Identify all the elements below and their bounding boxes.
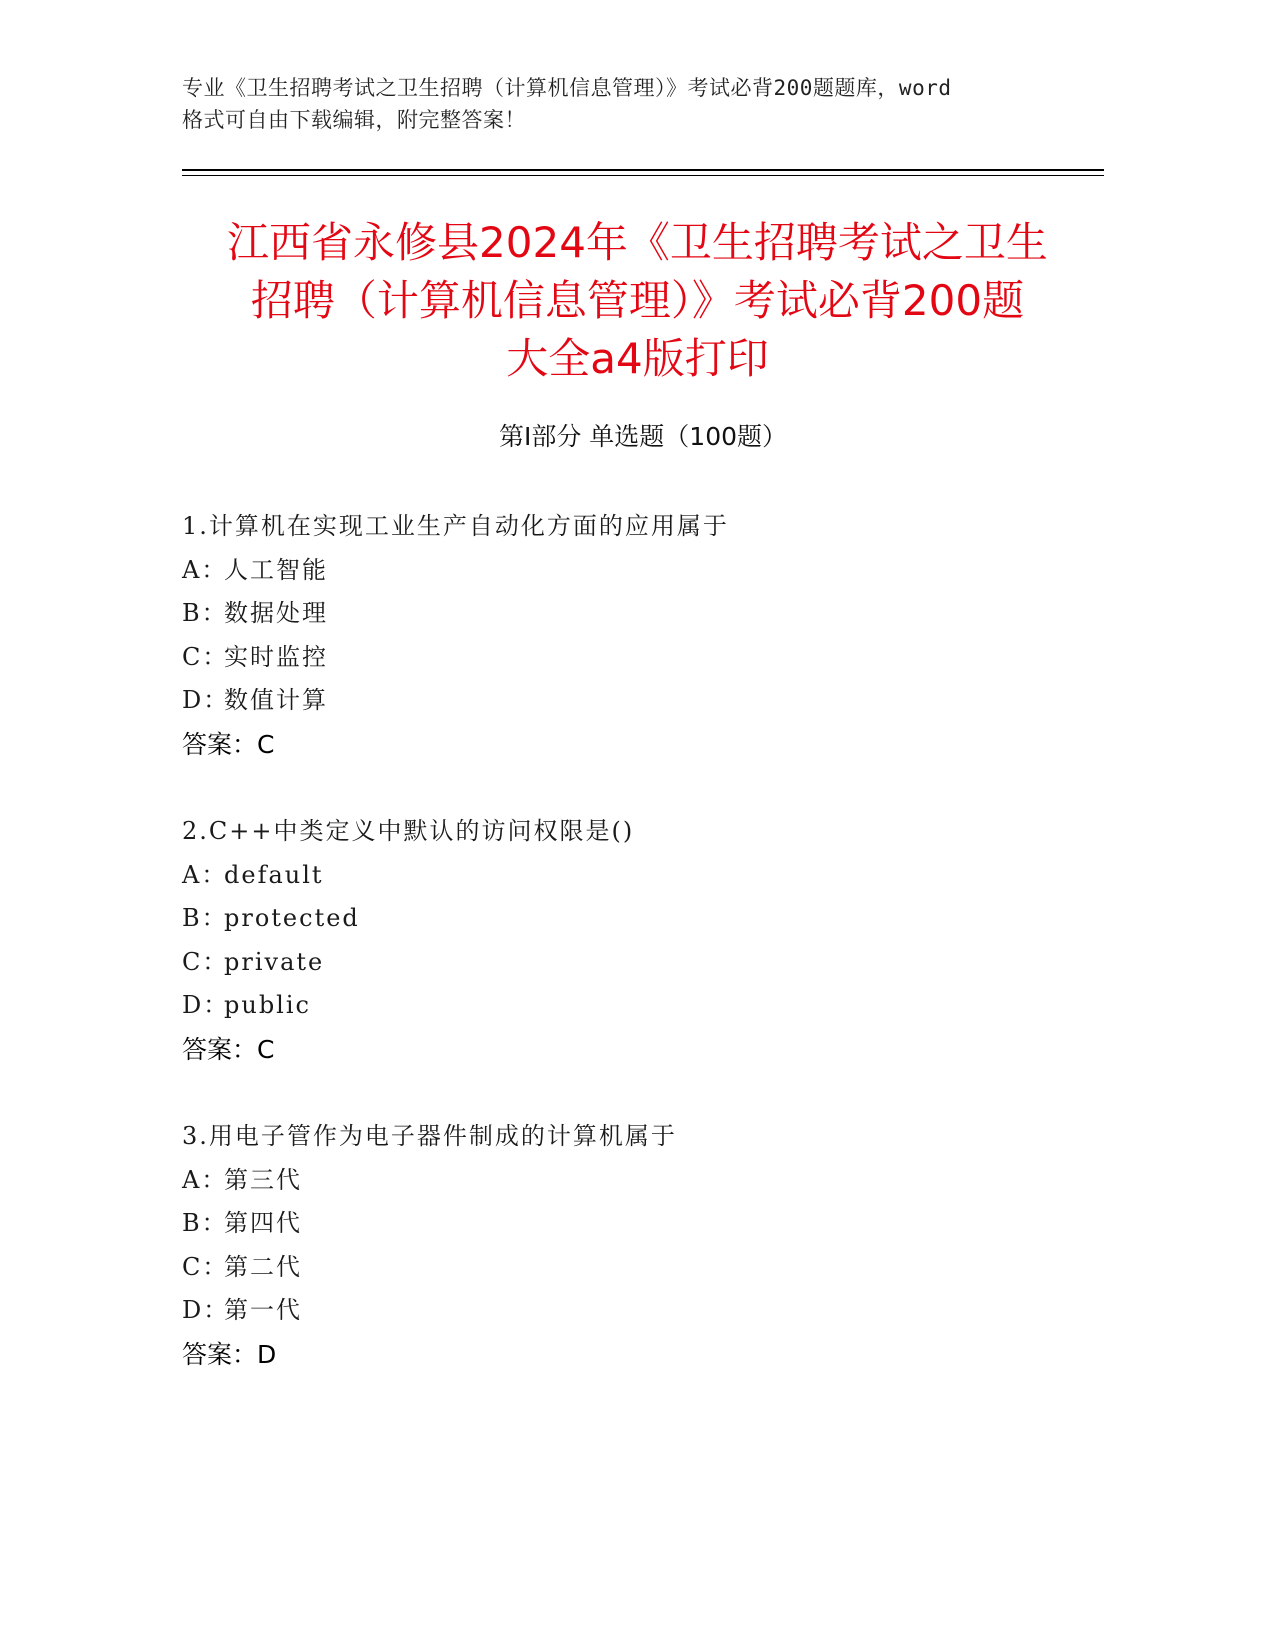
option-b: [182, 897, 1104, 941]
option-letter: D：: [182, 991, 230, 1019]
option-text: default: [224, 860, 324, 889]
header-note: [182, 72, 1102, 136]
question-item: [182, 1115, 1104, 1376]
option-letter: A：: [182, 860, 228, 889]
option-d: [182, 1289, 1104, 1333]
option-text: public: [224, 991, 311, 1019]
question-list: [182, 505, 1104, 1420]
question-stem: 3.用电子管作为电子器件制成的计算机属于: [182, 1122, 677, 1150]
option-letter: B：: [182, 599, 228, 627]
option-text: 人工智能: [224, 555, 328, 584]
answer-line: 答案：C: [182, 729, 275, 759]
option-b: [182, 592, 1104, 636]
option-text: 实时监控: [224, 642, 328, 671]
option-text: private: [224, 947, 325, 976]
question-stem: 2.C++中类定义中默认的访问权限是(): [182, 817, 635, 845]
option-text: 数值计算: [224, 686, 328, 714]
option-a: [182, 854, 1104, 898]
option-letter: B：: [182, 1209, 228, 1237]
question-stem: 1.计算机在实现工业生产自动化方面的应用属于: [182, 512, 729, 540]
option-a: [182, 549, 1104, 593]
option-letter: C：: [182, 947, 229, 976]
option-letter: C：: [182, 1252, 229, 1281]
option-c: [182, 1246, 1104, 1290]
option-text: 第四代: [224, 1209, 302, 1237]
option-letter: A：: [182, 1165, 228, 1194]
header-divider-thick: [182, 169, 1104, 171]
header-note-line-2: 格式可自由下载编辑，附完整答案！: [182, 108, 526, 132]
question-item: [182, 810, 1104, 1071]
answer-line: 答案：D: [182, 1339, 277, 1369]
option-letter: A：: [182, 555, 228, 584]
option-text: 数据处理: [224, 599, 328, 627]
document-title-line-3: 大全a4版打印: [506, 334, 769, 383]
option-c: [182, 941, 1104, 985]
option-text: 第三代: [224, 1165, 302, 1194]
option-d: [182, 984, 1104, 1028]
option-d: [182, 679, 1104, 723]
option-text: 第二代: [224, 1252, 302, 1281]
section-heading: 第Ⅰ部分 单选题（100题）: [498, 422, 788, 451]
document-title: [150, 214, 1125, 388]
option-letter: C：: [182, 642, 229, 671]
header-divider-thin: [182, 175, 1104, 176]
document-title-line-1: 江西省永修县2024年《卫生招聘考试之卫生: [227, 218, 1048, 267]
question-item: [182, 505, 1104, 766]
header-note-line-1: 专业《卫生招聘考试之卫生招聘（计算机信息管理）》考试必背200题题库，word: [182, 76, 952, 100]
document-title-line-2: 招聘（计算机信息管理）》考试必背200题: [250, 276, 1025, 325]
option-text: 第一代: [224, 1296, 302, 1324]
option-a: [182, 1159, 1104, 1203]
option-text: protected: [224, 904, 360, 932]
option-letter: D：: [182, 686, 230, 714]
option-letter: D：: [182, 1296, 230, 1324]
option-b: [182, 1202, 1104, 1246]
option-c: [182, 636, 1104, 680]
option-letter: B：: [182, 904, 228, 932]
answer-line: 答案：C: [182, 1034, 275, 1064]
